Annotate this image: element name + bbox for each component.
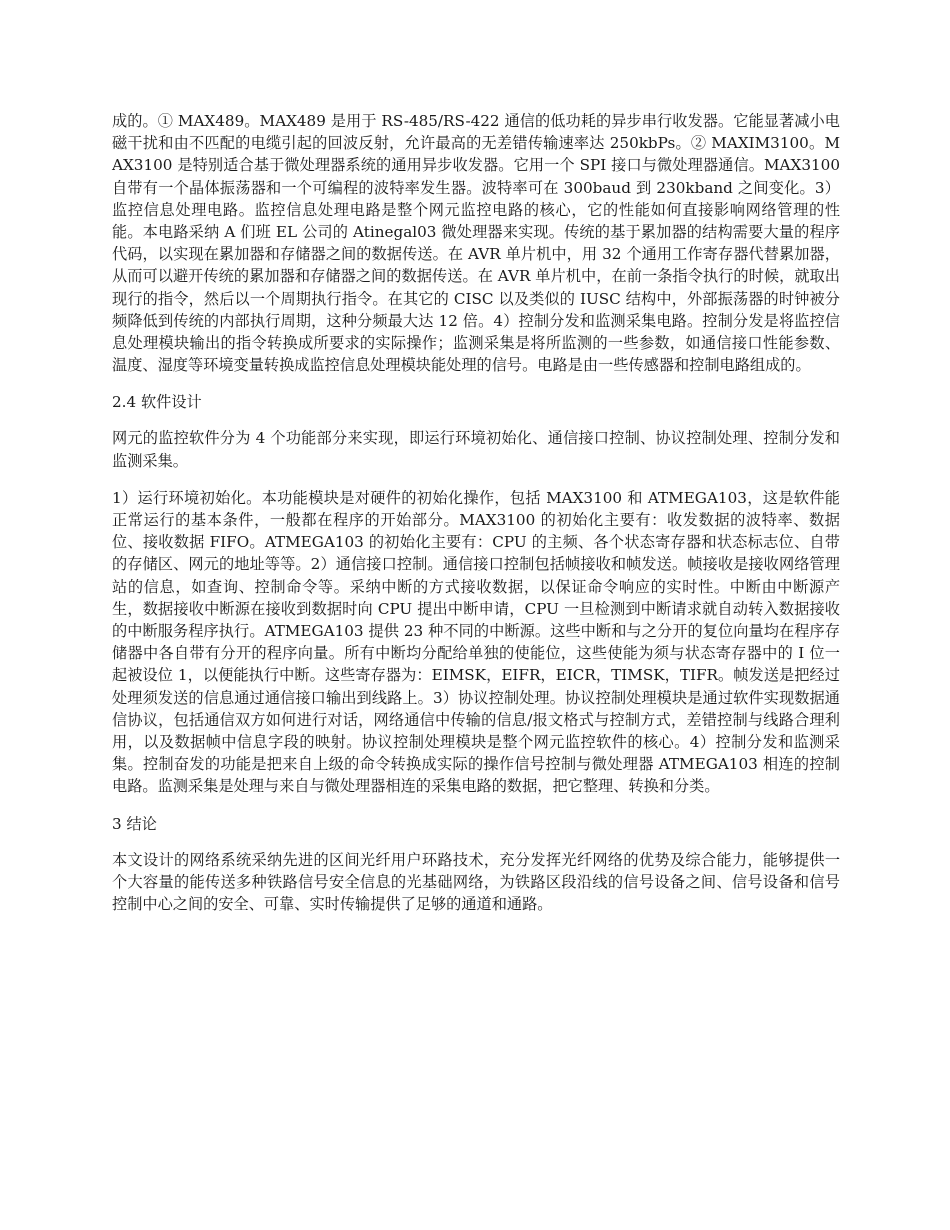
body-paragraph-software-modules: 1）运行环境初始化。本功能模块是对硬件的初始化操作，包括 MAX3100 和 ATMEGA103，这是软件能正常运行的基本条件，一般都在程序的开始部分。MAX3100 的初始化主要有：收发数据的波特率、数据位、接收数据 FIFO。ATMEGA103 的初始化主要有：CPU 的主频、各个状态寄存器和状态标志位、自带的存储区、网元的地址等等。2）通信接口控制。通信接口控制包括帧接收和帧发送。帧接收是接收网络管理站的信息，如查询、控制命令等。采纳中断的方式接收数据，以保证命令响应的实时性。中断由中断源产生，数据接收中断源在接收到数据时向 CPU 提出中断申请，CPU 一旦检测到中断请求就自动转入数据接收的中断服务程序执行。ATMEGA103 提供 23 种不同的中断源。这些中断和与之分开的复位向量均在程序存储器中各自带有分开的程序向量。所有中断均分配给单独的使能位，这些使能为须与状态寄存器中的 I 位一起被设位 1，以便能执行中断。这些寄存器为：EIMSK，EIFR，EICR，TIMSK，TIFR。帧发送是把经过处理须发送的信息通过通信接口输出到线路上。3）协议控制处理。协议控制处理模块是通过软件实现数据通信协议，包括通信双方如何进行对话，网络通信中传输的信息/报文格式与控制方式，差错控制与线路合理利用，以及数据帧中信息字段的映射。协议控制处理模块是整个网元监控软件的核心。4）控制分发和监测采集。控制奋发的功能是把来自上级的命令转换成实际的操作信号控制与微处理器 ATMEGA103 相连的控制电路。监测采集是处理与来自与微处理器相连的采集电路的数据，把它整理、转换和分类。	[112, 488, 840, 796]
document-page	[112, 110, 840, 915]
spacer	[112, 376, 840, 391]
spacer	[112, 413, 840, 427]
section-heading-software-design: 2.4 软件设计	[112, 393, 202, 412]
section-heading-conclusion: 3 结论	[112, 814, 157, 833]
spacer	[112, 798, 840, 813]
body-paragraph-conclusion: 本文设计的网络系统采纳先进的区间光纤用户环路技术，充分发挥光纤网络的优势及综合能力，能够提供一个大容量的能传送多种铁路信号安全信息的光基础网络，为铁路区段沿线的信号设备之间、信号设备和信号控制中心之间的安全、可靠、实时传输提供了足够的通道和通路。	[112, 850, 840, 914]
spacer	[112, 472, 840, 487]
body-paragraph-hardware: 成的。① MAX489。MAX489 是用于 RS-485/RS-422 通信的低功耗的异步串行收发器。它能显著减小电磁干扰和由不匹配的电缆引起的回波反射，允许最高的无差错传输速率达 250kbPs。② MAXIM3100。MAX3100 是特别适合基于微处理器系统的通用异步收发器。它用一个 SPI 接口与微处理器通信。MAX3100 自带有一个晶体振荡器和一个可编程的波特率发生器。波特率可在 300baud 到 230kband 之间变化。3）监控信息处理电路。监控信息处理电路是整个网元监控电路的核心，它的性能如何直接影响网络管理的性能。本电路采纳 A 们班 EL 公司的 Atinegal03 微处理器来实现。传统的基于累加器的结构需要大量的程序代码，以实现在累加器和存储器之间的数据传送。在 AVR 单片机中，用 32 个通用工作寄存器代替累加器，从而可以避开传统的累加器和存储器之间的数据传送。在 AVR 单片机中，在前一条指令执行的时候，就取出现行的指令，然后以一个周期执行指令。在其它的 CISC 以及类似的 IUSC 结构中，外部振荡器的时钟被分频降低到传统的内部执行周期，这种分频最大达 12 倍。4）控制分发和监测采集电路。控制分发是将监控信息处理模块输出的指令转换成所要求的实际操作；监测采集是将所监测的一些参数，如通信接口性能参数、温度、湿度等环境变量转换成监控信息处理模块能处理的信号。电路是由一些传感器和控制电路组成的。	[112, 112, 840, 375]
spacer	[112, 835, 840, 849]
body-paragraph-software-overview: 网元的监控软件分为 4 个功能部分来实现，即运行环境初始化、通信接口控制、协议控制处理、控制分发和监测采集。	[112, 429, 840, 470]
